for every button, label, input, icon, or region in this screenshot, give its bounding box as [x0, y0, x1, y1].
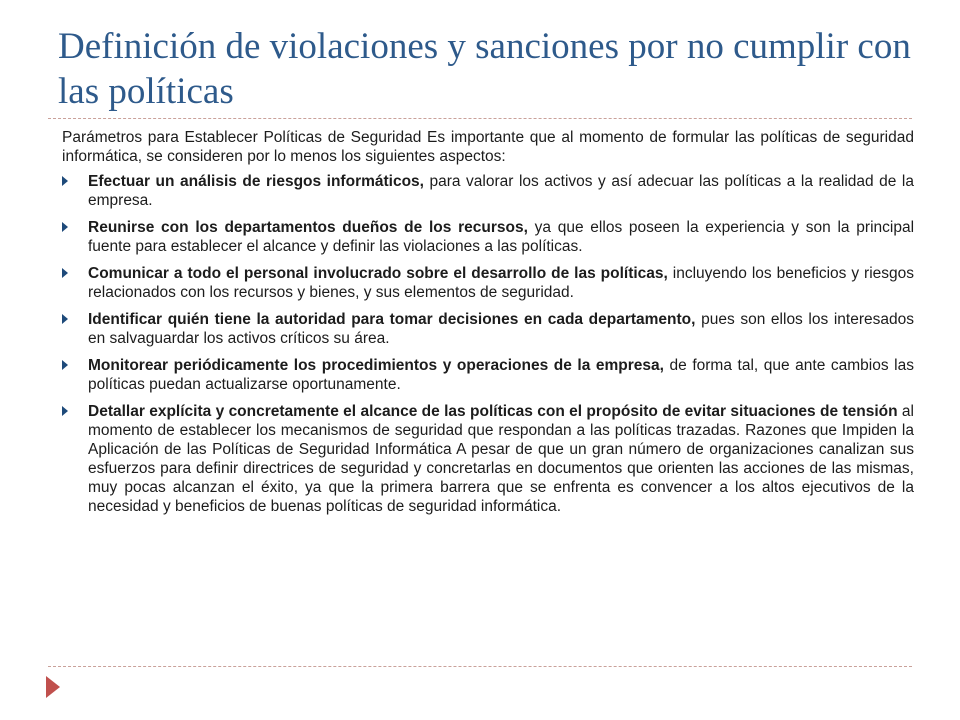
bullet-bold-text: Identificar quién tiene la autoridad para tomar decisiones en cada departamento, [88, 311, 696, 328]
bullet-item-detail-scope [62, 402, 914, 516]
bullet-text: pues son ellos los interesados en salvaguardar los activos críticos su área. [88, 311, 914, 347]
triangle-bullet-icon [62, 314, 68, 324]
bullet-text: incluyendo los beneficios y riesgos relacionados con los recursos y bienes, y sus elementos de seguridad. [88, 265, 914, 301]
triangle-bullet-icon [62, 268, 68, 278]
bullet-item-risk-analysis [62, 172, 914, 210]
bullet-text: de forma tal, que ante cambios las políticas puedan actualizarse oportunamente. [88, 357, 914, 393]
intro-paragraph: Parámetros para Establecer Políticas de Seguridad Es importante que al momento de formular las políticas de seguridad informática, se consideren por lo menos los siguientes aspectos: [62, 129, 914, 165]
title-divider [48, 118, 912, 119]
slide-body [62, 128, 914, 524]
triangle-bullet-icon [62, 176, 68, 186]
triangle-bullet-icon [62, 406, 68, 416]
footer-divider [48, 666, 912, 667]
bullet-text: para valorar los activos y así adecuar las políticas a la realidad de la empresa. [88, 173, 915, 209]
bullet-bold-text: Monitorear periódicamente los procedimientos y operaciones de la empresa, [88, 357, 664, 374]
bullet-text: al momento de establecer los mecanismos de seguridad que respondan a las políticas trazadas. Razones que Impiden la Aplicación de las Políticas de Seguridad Informática A pesar de que un gran número de organizaciones canalizan sus esfuerzos para definir directrices de seguridad y concretarlas en documentos que orienten las acciones de las mismas, muy pocas alcanzan el éxito, ya que la primera barrera que se enfrenta es convencer a los altos ejecutivos de la necesidad y beneficios de buenas políticas de seguridad informática. [88, 403, 914, 515]
bullet-item-monitor [62, 356, 914, 394]
bullet-list [62, 172, 914, 516]
triangle-bullet-icon [62, 360, 68, 370]
bullet-bold-text: Efectuar un análisis de riesgos informáticos, [88, 173, 424, 190]
bullet-bold-text: Reunirse con los departamentos dueños de los recursos, [88, 219, 528, 236]
bullet-bold-text: Comunicar a todo el personal involucrado sobre el desarrollo de las políticas, [88, 265, 668, 282]
bullet-item-identify-authority [62, 310, 914, 348]
bullet-bold-text: Detallar explícita y concretamente el alcance de las políticas con el propósito de evitar situaciones de tensión [88, 403, 898, 420]
bullet-item-communicate [62, 264, 914, 302]
triangle-bullet-icon [62, 222, 68, 232]
next-slide-arrow-icon[interactable] [46, 676, 60, 698]
slide-title: Definición de violaciones y sanciones por no cumplir con las políticas [58, 26, 911, 112]
bullet-item-meet-departments [62, 218, 914, 256]
bullet-text: ya que ellos poseen la experiencia y son la principal fuente para establecer el alcance y definir las violaciones a las políticas. [88, 219, 915, 255]
